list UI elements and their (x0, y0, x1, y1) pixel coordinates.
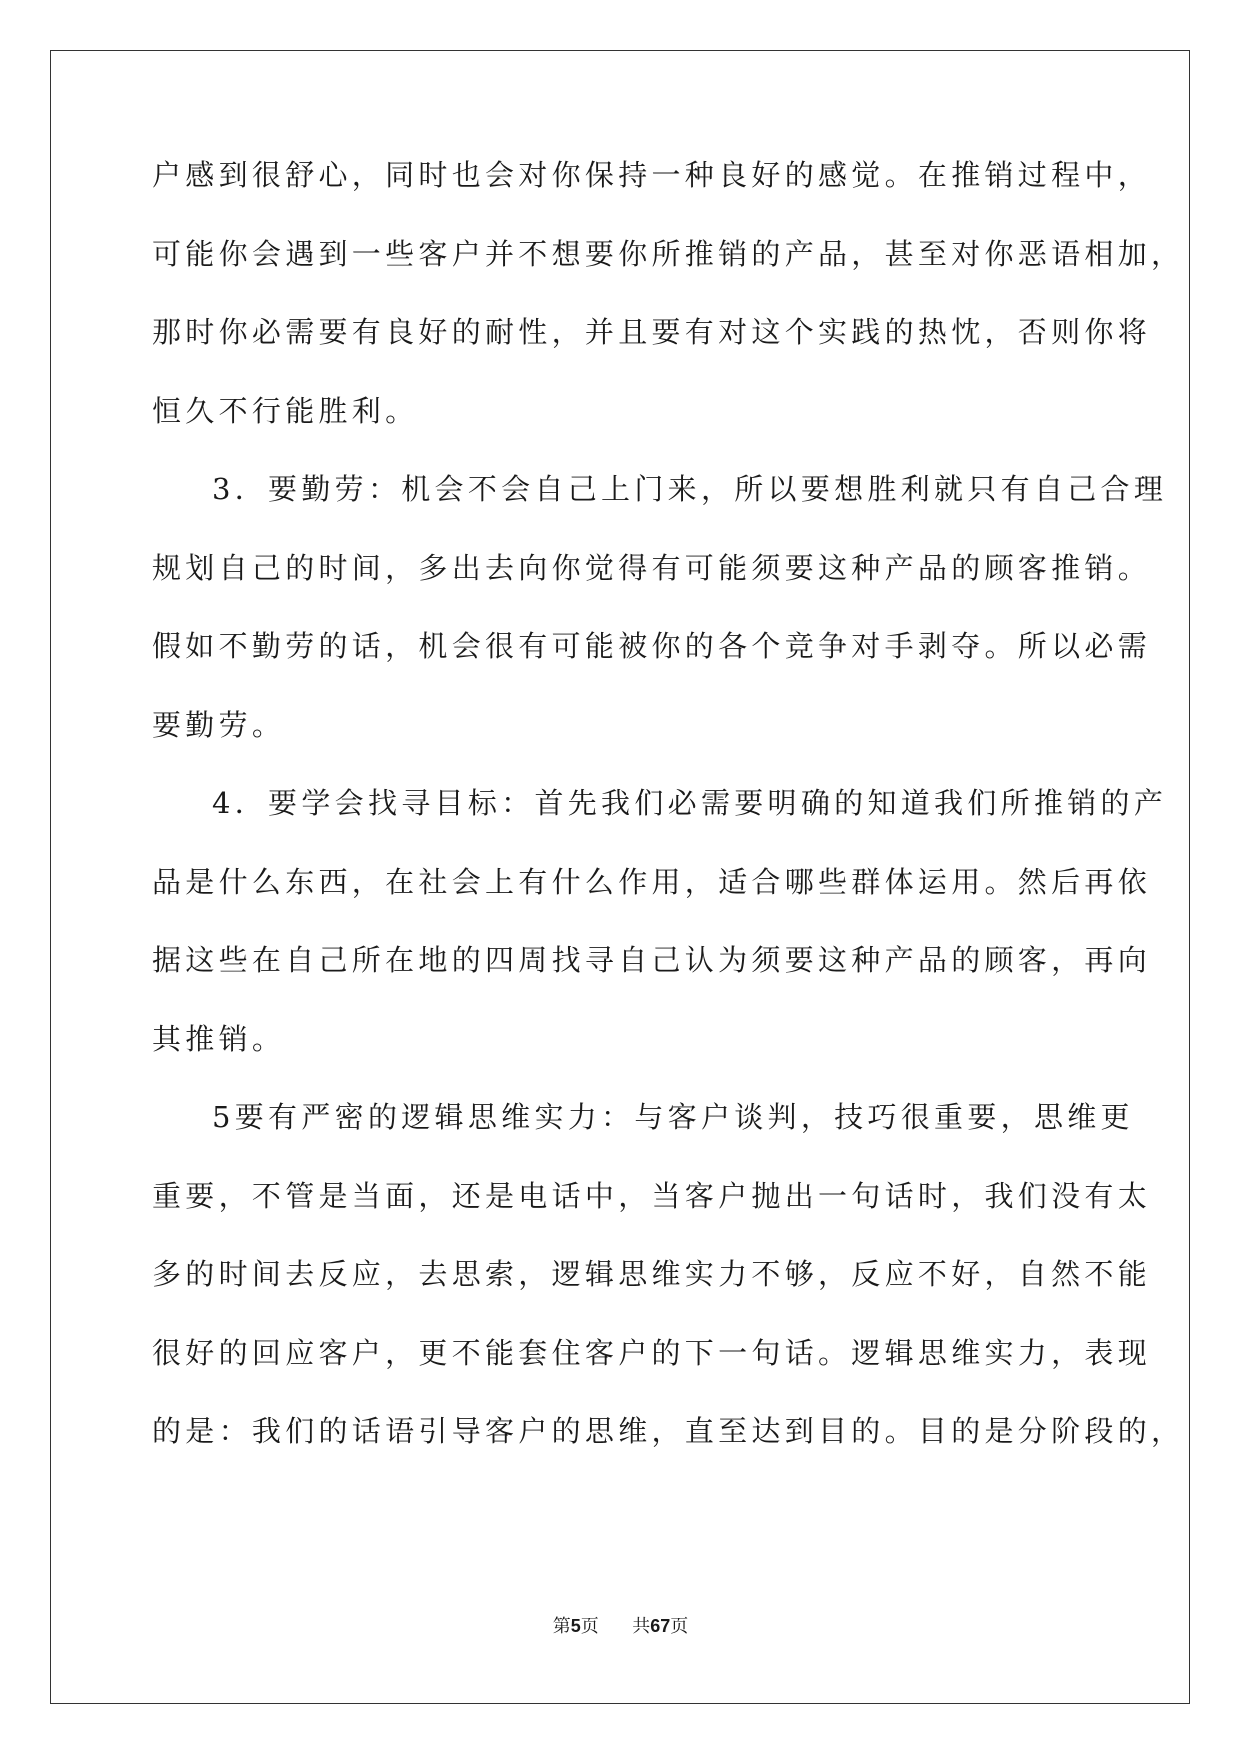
text-line: 可能你会遇到一些客户并不想要你所推销的产品，甚至对你恶语相加， (152, 236, 1185, 271)
page-prefix: 第 (552, 1616, 571, 1637)
page-number: 5 (570, 1616, 581, 1636)
text-line: 恒久不行能胜利。 (152, 393, 419, 428)
total-suffix: 页 (670, 1616, 689, 1637)
text-line: 据这些在自己所在地的四周找寻自己认为须要这种产品的顾客，再向 (152, 943, 1152, 977)
total-prefix: 共 (632, 1616, 651, 1637)
text-line: 假如不勤劳的话，机会很有可能被你的各个竞争对手剥夺。所以必需 (152, 629, 1152, 663)
total-pages: 67 (650, 1616, 671, 1636)
page-footer (0, 1612, 1241, 1638)
text-line: 重要，不管是当面，还是电话中，当客户抛出一句话时，我们没有太 (152, 1178, 1152, 1213)
text-line: 多的时间去反应，去思索，逻辑思维实力不够，反应不好，自然不能 (152, 1257, 1152, 1291)
text-line: 的是：我们的话语引导客户的思维，直至达到目的。目的是分阶段的， (152, 1414, 1185, 1448)
text-line: 4．要学会找寻目标：首先我们必需要明确的知道我们所推销的产 (212, 786, 1168, 820)
text-line: 品是什么东西，在社会上有什么作用，适合哪些群体运用。然后再依 (152, 864, 1152, 899)
text-line: 其推销。 (152, 1021, 286, 1056)
text-line: 那时你必需要有良好的耐性，并且要有对这个实践的热忱，否则你将 (152, 315, 1152, 349)
text-line: 5要有严密的逻辑思维实力：与客户谈判，技巧很重要，思维更 (212, 1100, 1134, 1134)
text-line: 要勤劳。 (152, 707, 286, 742)
document-body (152, 158, 1185, 1495)
page-suffix: 页 (580, 1616, 599, 1637)
text-line: 很好的回应客户，更不能套住客户的下一句话。逻辑思维实力，表现 (152, 1335, 1152, 1370)
text-line: 规划自己的时间，多出去向你觉得有可能须要这种产品的顾客推销。 (152, 550, 1152, 585)
text-line: 户感到很舒心，同时也会对你保持一种良好的感觉。在推销过程中， (152, 158, 1152, 192)
text-line: 3．要勤劳：机会不会自己上门来，所以要想胜利就只有自己合理 (212, 472, 1168, 506)
